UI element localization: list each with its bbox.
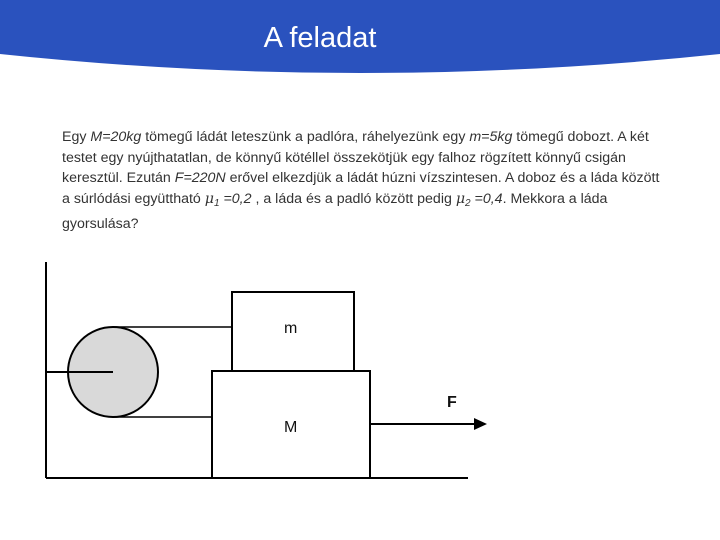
problem-text-part: tömegű dobozt. A két testet egy nyújthatatlan, de könnyű kötéllel összekötjük egy falhoz rögzített könnyű csigán keresztül. Ezután — [62, 129, 649, 186]
problem-text-part: tömegű ládát leteszünk a padlóra, ráhelyezünk egy — [141, 129, 470, 145]
page-title: A feladat — [263, 22, 377, 54]
small-box-label: m — [284, 320, 298, 337]
mu2-value: =0,4 — [470, 190, 503, 207]
problem-text-part: , a láda és a padló között pedig — [251, 190, 456, 207]
mu1-subscript: 1 — [214, 197, 220, 209]
problem-text-part: . Mekkora a láda gyorsulása? — [62, 190, 608, 232]
problem-text-part: erővel elkezdjük a ládát húzni vízszintesen. A doboz és a láda között a súrlódási együttható — [62, 170, 660, 207]
force-arrow-head — [474, 418, 487, 430]
large-box-label: M — [284, 419, 298, 436]
force-value: F=220N — [174, 170, 226, 186]
mu1-symbol: μ — [204, 190, 214, 207]
mu2-symbol: μ — [455, 190, 466, 207]
force-label: F — [447, 394, 457, 411]
problem-text-part: Egy — [62, 129, 91, 145]
mass-M-value: M=20kg — [90, 129, 142, 145]
mass-m-value: m=5kg — [469, 129, 513, 145]
mu2-subscript: 2 — [465, 197, 471, 209]
mu1-value: =0,2 — [219, 190, 252, 207]
